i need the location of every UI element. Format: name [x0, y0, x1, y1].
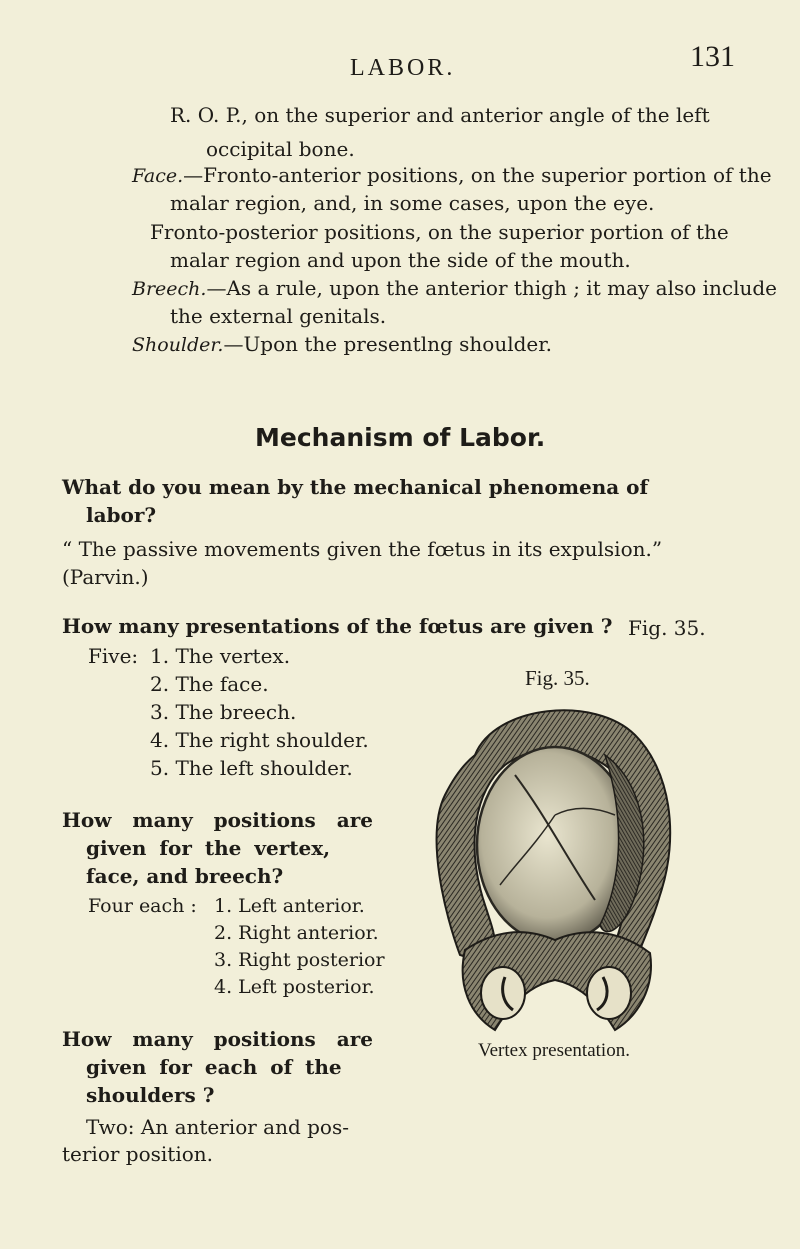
- breech-term: Breech.: [132, 278, 207, 300]
- question-1-line-1: What do you mean by the mechanical phenomena of: [62, 475, 649, 499]
- answer-1-line-1: “ The passive movements given the fœtus in its expulsion.”: [62, 537, 663, 561]
- question-4-line-2: given for each of the: [86, 1055, 342, 1079]
- answer-3-item: 2. Right anterior.: [214, 922, 379, 944]
- face-line-3: Fronto-posterior positions, on the superior portion of the: [150, 220, 729, 244]
- answer-3-item: 4. Left posterior.: [214, 976, 375, 998]
- answer-2-prefix: Five:: [88, 644, 139, 668]
- question-4-line-1: How many positions are: [62, 1027, 374, 1051]
- fig-reference: Fig. 35.: [628, 616, 706, 640]
- answer-3-item: 3. Right posterior: [214, 949, 385, 971]
- answer-4-line-2: terior position.: [62, 1142, 214, 1166]
- page-number: 131: [690, 40, 735, 73]
- face-line-1: —Fronto-anterior positions, on the superior portion of the: [183, 163, 772, 187]
- question-1-line-2: labor?: [86, 503, 157, 527]
- breech-line-1: —As a rule, upon the anterior thigh ; it may also include: [206, 276, 778, 300]
- answer-2-item: 1. The vertex.: [150, 644, 291, 668]
- answer-2-item: 2. The face.: [150, 672, 269, 696]
- shoulder-line-1: —Upon the presentlng shoulder.: [223, 332, 552, 356]
- figure-caption: Vertex presentation.: [478, 1040, 630, 1061]
- answer-2-item: 5. The left shoulder.: [150, 756, 353, 780]
- face-line-2: malar region, and, in some cases, upon the eye.: [170, 191, 655, 215]
- question-3-line-2: given for the vertex,: [86, 836, 331, 860]
- breech-line-2: the external genitals.: [170, 304, 387, 328]
- figure-label: Fig. 35.: [525, 666, 590, 690]
- face-term: Face.: [132, 165, 184, 187]
- vertex-presentation-illustration: [405, 695, 690, 1040]
- intro-line-1: R. O. P., on the superior and anterior angle of the left: [170, 103, 710, 127]
- shoulder-term: Shoulder.: [132, 334, 224, 356]
- answer-2-item: 3. The breech.: [150, 700, 297, 724]
- answer-4-line-1: Two: An anterior and pos-: [86, 1115, 349, 1139]
- running-title: LABOR.: [350, 55, 456, 81]
- face-line-4: malar region and upon the side of the mouth.: [170, 248, 631, 272]
- answer-3-item: 1. Left anterior.: [214, 895, 365, 917]
- question-3-line-3: face, and breech?: [86, 864, 284, 888]
- question-3-line-1: How many positions are: [62, 808, 374, 832]
- section-heading: Mechanism of Labor.: [255, 423, 546, 452]
- answer-2-item: 4. The right shoulder.: [150, 728, 369, 752]
- question-4-line-3: shoulders ?: [86, 1083, 215, 1107]
- face-entry: [132, 163, 772, 187]
- answer-1-line-2: (Parvin.): [62, 565, 149, 589]
- intro-line-2: occipital bone.: [206, 137, 355, 161]
- question-2: How many presentations of the fœtus are given ?: [62, 614, 613, 638]
- answer-3-prefix: Four each :: [88, 895, 197, 917]
- shoulder-entry: [132, 332, 552, 356]
- breech-entry: [132, 276, 777, 300]
